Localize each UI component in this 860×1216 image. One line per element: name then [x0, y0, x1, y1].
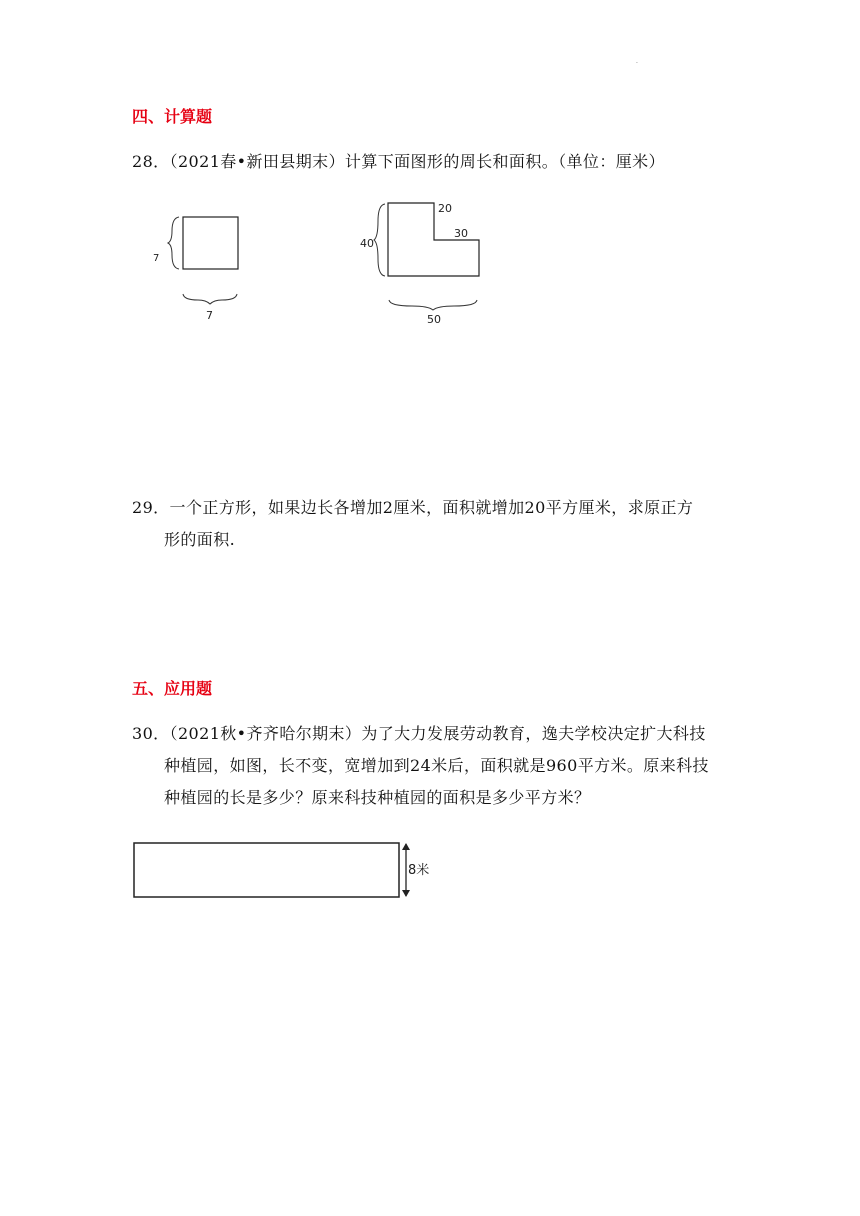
width-label: 8米 [408, 863, 430, 878]
square-left-brace [168, 217, 179, 269]
question-28-text: 28．（2021春•新田县期末）计算下面图形的周长和面积。（单位：厘米） [132, 152, 665, 171]
header-dot: . [636, 58, 638, 65]
question-28 [132, 146, 752, 178]
question-28-figures [140, 195, 520, 335]
square-bottom-brace [183, 294, 237, 304]
l-shape-bottom-brace [389, 300, 477, 310]
question-29-line1: 29．一个正方形，如果边长各增加2厘米，面积就增加20平方厘米，求原正方 [132, 498, 694, 517]
square-bottom-label: 7 [206, 309, 213, 322]
question-30-figure [130, 838, 440, 904]
l-shape-height-label: 40 [360, 237, 374, 250]
l-shape-step-label: 30 [454, 227, 468, 240]
l-shape-top-label: 20 [438, 202, 452, 215]
question-29-line2: 形的面积. [164, 530, 236, 549]
question-30-line3: 种植园的长是多少？原来科技种植园的面积是多少平方米？ [164, 788, 591, 807]
question-30-line1: 30．（2021秋•齐齐哈尔期末）为了大力发展劳动教育，逸夫学校决定扩大科技 [132, 724, 706, 743]
question-30-line2: 种植园，如图，长不变，宽增加到24米后，面积就是960平方米。原来科技 [164, 756, 709, 775]
arrow-up-icon [402, 843, 410, 850]
l-shape-figure [360, 202, 479, 326]
section-title-calculation: 四、计算题 [132, 107, 213, 126]
square-side-label: 7 [153, 253, 160, 264]
square-shape [183, 217, 238, 269]
square-figure [153, 217, 238, 322]
question-30 [132, 718, 752, 814]
l-shape-left-brace [374, 204, 385, 276]
question-29 [132, 492, 752, 556]
garden-rectangle [134, 843, 399, 897]
arrow-down-icon [402, 890, 410, 897]
l-shape-bottom-label: 50 [427, 313, 441, 326]
section-title-application: 五、应用题 [132, 679, 213, 698]
